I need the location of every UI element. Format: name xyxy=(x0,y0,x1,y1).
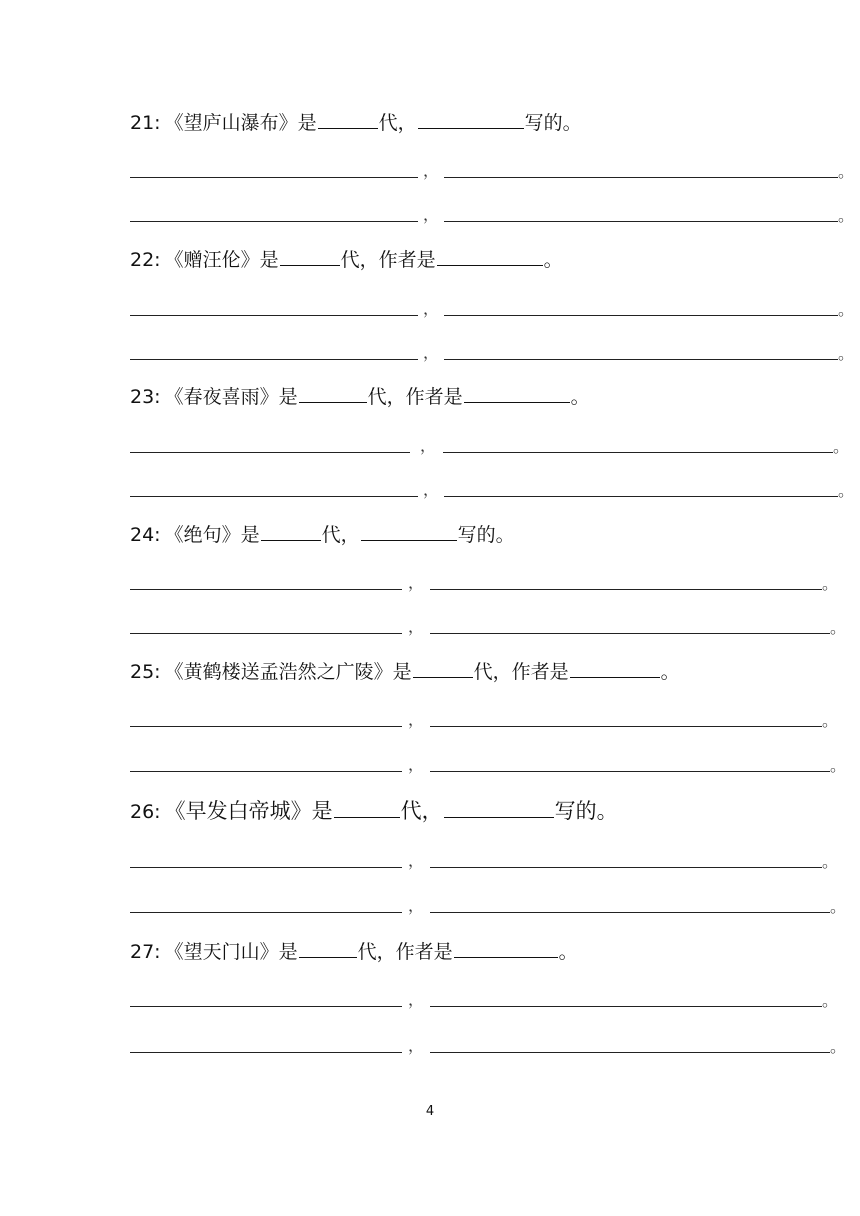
period: 。 xyxy=(838,344,855,363)
dynasty-blank[interactable] xyxy=(299,384,367,403)
question-number: 21: xyxy=(130,112,161,134)
answer-blank-2[interactable] xyxy=(430,911,830,913)
comma: ， xyxy=(408,573,425,592)
text-is: 是 xyxy=(278,386,298,408)
poem-title: 《春夜喜雨》 xyxy=(164,386,279,408)
text-dynasty: 代， xyxy=(400,799,443,823)
answer-blank-1[interactable] xyxy=(130,1051,402,1053)
answer-blank-2[interactable] xyxy=(443,451,833,453)
answer-line[interactable] xyxy=(130,752,847,775)
period: 。 xyxy=(838,162,855,181)
author-blank[interactable] xyxy=(361,522,457,541)
dynasty-blank[interactable] xyxy=(261,522,321,541)
poem-title: 《赠汪伦》 xyxy=(164,249,260,271)
answer-line[interactable] xyxy=(130,296,855,319)
question-number: 26: xyxy=(130,801,161,823)
answer-blank-2[interactable] xyxy=(430,770,830,772)
period: 。 xyxy=(830,756,847,775)
author-blank[interactable] xyxy=(464,384,570,403)
comma: ， xyxy=(408,896,425,915)
comma: ， xyxy=(420,436,437,455)
page-number: 4 xyxy=(425,1104,435,1119)
question-24 xyxy=(130,522,515,548)
text-tail: 写的。 xyxy=(457,524,515,546)
text-dynasty: 代，作者是 xyxy=(473,661,569,683)
period: 。 xyxy=(833,437,850,456)
answer-blank-2[interactable] xyxy=(444,314,838,316)
comma: ， xyxy=(408,990,425,1009)
comma: ， xyxy=(423,480,440,499)
answer-line[interactable] xyxy=(130,477,855,500)
answer-blank-1[interactable] xyxy=(130,725,402,727)
answer-line[interactable] xyxy=(130,893,847,916)
period: 。 xyxy=(838,300,855,319)
poem-title: 《绝句》 xyxy=(164,524,241,546)
question-27 xyxy=(130,939,578,965)
text-is: 是 xyxy=(311,799,333,823)
text-dynasty: 代，作者是 xyxy=(340,249,436,271)
answer-blank-1[interactable] xyxy=(130,358,418,360)
question-number: 25: xyxy=(130,661,161,683)
answer-blank-1[interactable] xyxy=(130,588,402,590)
text-dynasty: 代， xyxy=(321,524,360,546)
comma: ， xyxy=(408,755,425,774)
poem-title: 《望庐山瀑布》 xyxy=(164,112,298,134)
text-tail: 。 xyxy=(660,661,680,683)
answer-blank-2[interactable] xyxy=(430,1051,830,1053)
author-blank[interactable] xyxy=(570,659,660,678)
text-dynasty: 代， xyxy=(378,112,417,134)
answer-blank-2[interactable] xyxy=(430,588,822,590)
text-is: 是 xyxy=(278,941,298,963)
poem-title: 《黄鹤楼送孟浩然之广陵》 xyxy=(164,661,393,683)
dynasty-blank[interactable] xyxy=(413,659,473,678)
answer-blank-2[interactable] xyxy=(444,220,838,222)
author-blank[interactable] xyxy=(454,939,558,958)
answer-blank-2[interactable] xyxy=(430,632,830,634)
question-22 xyxy=(130,247,563,273)
poem-title: 《望天门山》 xyxy=(164,941,279,963)
answer-blank-1[interactable] xyxy=(130,1005,402,1007)
answer-blank-1[interactable] xyxy=(130,632,402,634)
comma: ， xyxy=(423,343,440,362)
answer-blank-2[interactable] xyxy=(444,176,838,178)
comma: ， xyxy=(423,205,440,224)
question-25 xyxy=(130,659,680,685)
question-number: 22: xyxy=(130,249,161,271)
comma: ， xyxy=(408,851,425,870)
period: 。 xyxy=(830,1037,847,1056)
answer-blank-1[interactable] xyxy=(130,911,402,913)
answer-line[interactable] xyxy=(130,340,855,363)
period: 。 xyxy=(838,481,855,500)
answer-blank-2[interactable] xyxy=(430,1005,822,1007)
answer-blank-1[interactable] xyxy=(130,495,418,497)
answer-line[interactable] xyxy=(130,433,850,456)
answer-blank-1[interactable] xyxy=(130,314,418,316)
text-is: 是 xyxy=(392,661,412,683)
period: 。 xyxy=(838,206,855,225)
text-dynasty: 代，作者是 xyxy=(357,941,453,963)
answer-blank-2[interactable] xyxy=(430,866,822,868)
dynasty-blank[interactable] xyxy=(334,799,400,818)
period: 。 xyxy=(830,897,847,916)
answer-line[interactable] xyxy=(130,614,847,637)
comma: ， xyxy=(408,1036,425,1055)
answer-blank-2[interactable] xyxy=(444,495,838,497)
question-26 xyxy=(130,798,618,825)
question-number: 23: xyxy=(130,386,161,408)
text-is: 是 xyxy=(240,524,260,546)
text-tail: 写的。 xyxy=(554,799,618,823)
text-is: 是 xyxy=(259,249,279,271)
answer-blank-1[interactable] xyxy=(130,220,418,222)
answer-line[interactable] xyxy=(130,848,839,871)
poem-title: 《早发白帝城》 xyxy=(164,799,312,823)
answer-blank-1[interactable] xyxy=(130,866,402,868)
author-blank[interactable] xyxy=(437,247,543,266)
comma: ， xyxy=(423,161,440,180)
comma: ， xyxy=(423,299,440,318)
comma: ， xyxy=(408,617,425,636)
comma: ， xyxy=(408,710,425,729)
text-tail: 。 xyxy=(543,249,563,271)
question-number: 24: xyxy=(130,524,161,546)
period: 。 xyxy=(822,574,839,593)
question-number: 27: xyxy=(130,941,161,963)
author-blank[interactable] xyxy=(444,799,554,818)
text-tail: 写的。 xyxy=(524,112,582,134)
text-is: 是 xyxy=(297,112,317,134)
answer-blank-1[interactable] xyxy=(130,770,402,772)
answer-line[interactable] xyxy=(130,158,855,181)
answer-line[interactable] xyxy=(130,707,839,730)
answer-line[interactable] xyxy=(130,202,855,225)
answer-line[interactable] xyxy=(130,987,839,1010)
question-21 xyxy=(130,110,582,136)
answer-blank-1[interactable] xyxy=(130,451,410,453)
question-23 xyxy=(130,384,590,410)
period: 。 xyxy=(830,618,847,637)
dynasty-blank[interactable] xyxy=(318,110,378,129)
text-tail: 。 xyxy=(558,941,578,963)
answer-blank-2[interactable] xyxy=(444,358,838,360)
period: 。 xyxy=(822,852,839,871)
dynasty-blank[interactable] xyxy=(299,939,357,958)
answer-line[interactable] xyxy=(130,570,839,593)
answer-blank-2[interactable] xyxy=(430,725,822,727)
text-tail: 。 xyxy=(570,386,590,408)
answer-line[interactable] xyxy=(130,1033,847,1056)
period: 。 xyxy=(822,991,839,1010)
answer-blank-1[interactable] xyxy=(130,176,418,178)
author-blank[interactable] xyxy=(418,110,524,129)
period: 。 xyxy=(822,711,839,730)
dynasty-blank[interactable] xyxy=(280,247,340,266)
text-dynasty: 代，作者是 xyxy=(367,386,463,408)
